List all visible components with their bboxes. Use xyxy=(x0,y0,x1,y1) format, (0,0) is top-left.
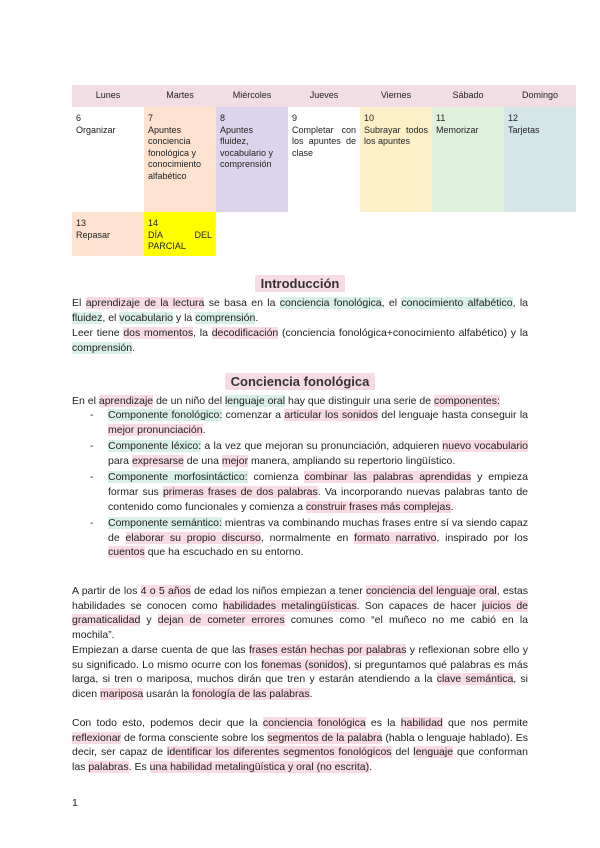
calendar-cell xyxy=(72,212,144,256)
task-text: Completar con los apuntes de clase xyxy=(292,124,356,158)
day-number: 8 xyxy=(220,113,226,123)
list-item: - Componente morfosintáctico: comienza combinar las palabras aprendidas y empieza formar sus primeras frases de dos palabras. Va incorporando nuevas palabras tanto de contenido como funcionales y comienza a construir frases más complejas. xyxy=(90,471,528,513)
day-number: 9 xyxy=(292,113,298,123)
calendar-cell xyxy=(216,107,288,212)
calendar-cell-empty xyxy=(360,212,432,256)
list-item: - Componente léxico: a la vez que mejoran su pronunciación, adquieren nuevo vocabulario para expresarse de una mejor manera, ampliando su repertorio lingüístico. xyxy=(90,440,528,467)
list-item: - Componente fonológico: comenzar a articular los sonidos del lenguaje hasta conseguir la mejor pronunciación. xyxy=(90,409,528,436)
list-item: - Componente semántico: mientras va combinando muchas frases entre sí va siendo capaz de elaborar su propio discurso, normalmente en formato narrativo, inspirado por los cuentos que ha escuchado en su entorno. xyxy=(90,517,528,559)
calendar-cell-empty xyxy=(216,212,288,256)
cf-paragraph-summary: Con todo esto, podemos decir que la conciencia fonológica es la habilidad que nos permite reflexionar de forma consciente sobre los segmentos de la palabra (habla o lenguaje hablado). Es decir, ser capaz de identificar los diferentes segmentos fonológicos del lenguaje que conforman las palabras. Es una habilidad metalingüística y oral (no escrita). xyxy=(72,717,529,773)
day-header: Jueves xyxy=(288,85,360,107)
day-header: Martes xyxy=(144,85,216,107)
task-text: Repasar xyxy=(76,229,111,240)
study-calendar xyxy=(72,85,576,256)
calendar-cell-empty xyxy=(432,212,504,256)
page-number: 1 xyxy=(72,797,78,809)
calendar-cell-empty xyxy=(288,212,360,256)
intro-title: Introducción xyxy=(255,275,346,292)
day-number: 11 xyxy=(436,113,446,123)
calendar-cell xyxy=(72,107,144,212)
calendar-cell-empty xyxy=(504,212,576,256)
task-text: Organizar xyxy=(76,124,116,135)
cf-lead: En el aprendizaje de un niño del lenguaje oral hay que distinguir una serie de componentes: xyxy=(72,395,500,407)
task-text: Subrayar todos los apuntes xyxy=(364,124,428,146)
cf-paragraph-age: A partir de los 4 o 5 años de edad los niños empiezan a tener conciencia del lenguaje oral, estas habilidades se conocen como habilidades metalingüísticas. Son capaces de hacer juicios de gramaticalidad y dejan de cometer errores comunes como “el muñeco no me cabió en la mochila”. xyxy=(72,585,529,641)
day-number: 10 xyxy=(364,113,375,123)
components-list xyxy=(72,408,528,562)
calendar-cell xyxy=(144,107,216,212)
day-number: 7 xyxy=(148,113,154,123)
calendar-cell xyxy=(288,107,360,212)
calendar-cell xyxy=(504,107,576,212)
task-text: Tarjetas xyxy=(508,124,540,135)
task-text: Apuntes conciencia fonológica y conocimiento alfabético xyxy=(148,124,202,181)
day-number: 12 xyxy=(508,113,519,123)
calendar-cell xyxy=(144,212,216,256)
day-header: Miércoles xyxy=(216,85,288,107)
intro-paragraph-1: El aprendizaje de la lectura se basa en la conciencia fonológica, el conocimiento alfabético, la fluidez, el vocabulario y la comprensión. xyxy=(72,297,528,324)
cf-paragraph-phrases: Empiezan a darse cuenta de que las frases están hechas por palabras y reflexionan sobre ello y su significado. Lo mismo ocurre con los fonemas (sonidos), si preguntamos qué palabras es más larga, si tren o mariposa, muchos dirán que tren y estarán atendiendo a la clave semántica, si dicen mariposa usarán la fonología de las palabras. xyxy=(72,644,529,700)
task-text: Apuntes fluidez, vocabulario y comprensión xyxy=(220,124,274,169)
intro-heading xyxy=(0,276,600,291)
intro-paragraph-2: Leer tiene dos momentos, la decodificación (conciencia fonológica+conocimiento alfabético) y la comprensión. xyxy=(72,327,528,354)
task-text: Memorizar xyxy=(436,124,479,135)
cf-title: Conciencia fonológica xyxy=(225,373,376,390)
day-header: Domingo xyxy=(504,85,576,107)
day-number: 13 xyxy=(76,218,87,228)
task-text: DÍA DEL PARCIAL xyxy=(148,229,212,251)
calendar-cell xyxy=(432,107,504,212)
day-number: 6 xyxy=(76,113,82,123)
cf-heading xyxy=(0,374,600,389)
day-number: 14 xyxy=(148,218,159,228)
day-header: Lunes xyxy=(72,85,144,107)
day-header: Sábado xyxy=(432,85,504,107)
calendar-cell xyxy=(360,107,432,212)
day-header: Viernes xyxy=(360,85,432,107)
